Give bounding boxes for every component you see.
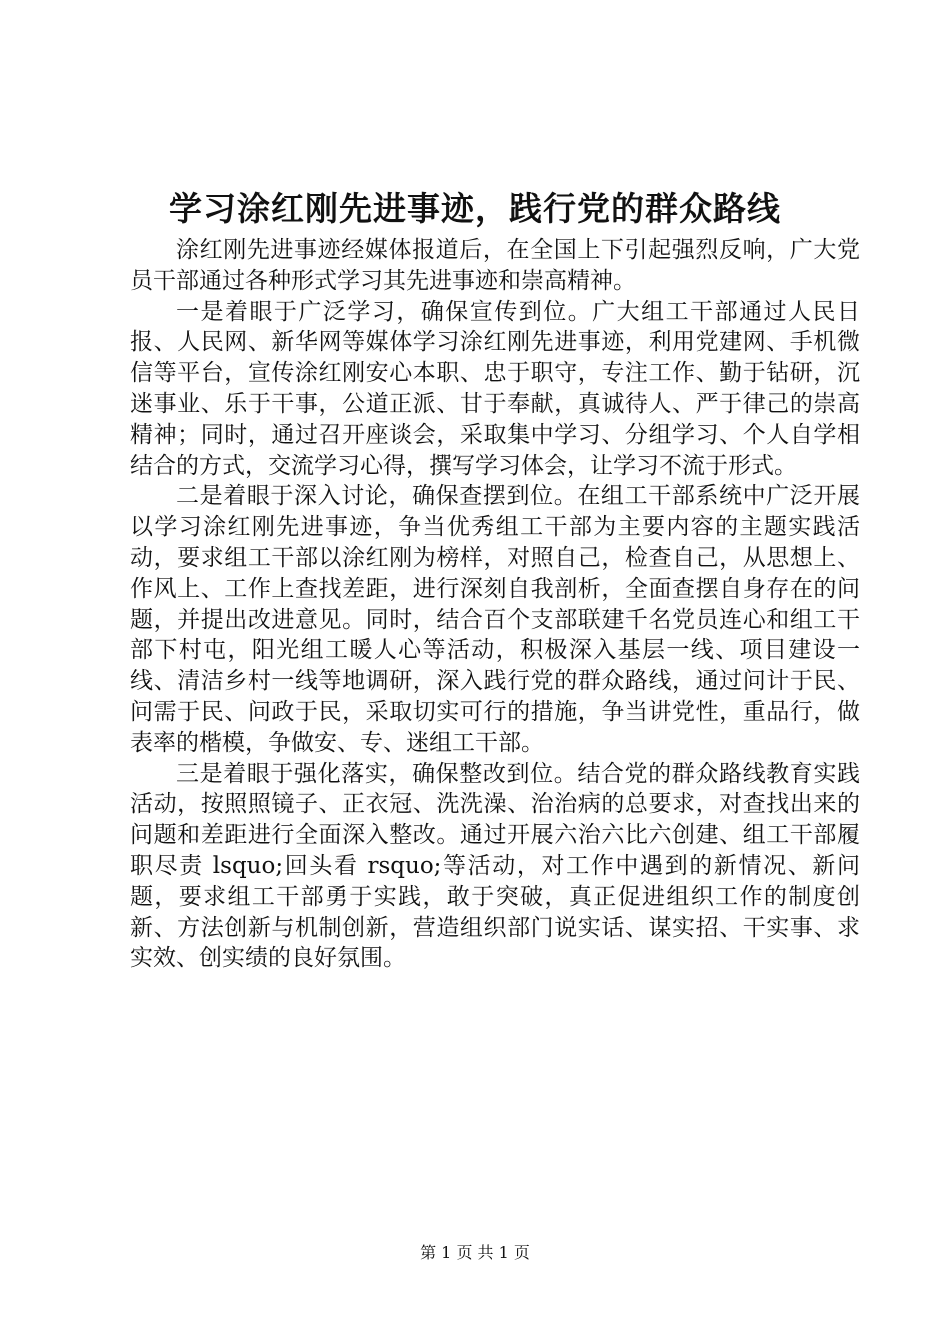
paragraph-point-two: 二是着眼于深入讨论，确保查摆到位。在组工干部系统中广泛开展以学习涂红刚先进事迹，争当优秀组工干部为主要内容的主题实践活动，要求组工干部以涂红刚为榜样，对照自己，检查自己，从思想上、作风上、工作上查找差距，进行深刻自我剖析，全面查摆自身存在的问题，并提出改进意见。同时，结合百个支部联建千名党员连心和组工干部下村屯，阳光组工暖人心等活动，积极深入基层一线、项目建设一线、清洁乡村一线等地调研，深入践行党的群众路线，通过问计于民、问需于民、问政于民，采取切实可行的措施，争当讲党性，重品行，做表率的楷模，争做安、专、迷组工干部。	[130, 483, 860, 756]
paragraph-point-one: 一是着眼于广泛学习，确保宣传到位。广大组工干部通过人民日报、人民网、新华网等媒体学习涂红刚先进事迹，利用党建网、手机微信等平台，宣传涂红刚安心本职、忠于职守，专注工作、勤于钻研，沉迷事业、乐于干事，公道正派、甘于奉献，真诚待人、严于律己的崇高精神；同时，通过召开座谈会，采取集中学习、分组学习、个人自学相结合的方式，交流学习心得，撰写学习体会，让学习不流于形式。	[130, 298, 860, 479]
paragraph-point-three: 三是着眼于强化落实，确保整改到位。结合党的群众路线教育实践活动，按照照镜子、正衣冠、洗洗澡、治治病的总要求，对查找出来的问题和差距进行全面深入整改。通过开展六治六比六创建、组工干部履职尽责 lsquo;回头看 rsquo;等活动，对工作中遇到的新情况、新问题，要求组工干部勇于实践，敢于突破，真正促进组织工作的制度创新、方法创新与机制创新，营造组织部门说实话、谋实招、干实事、求实效、创实绩的良好氛围。	[130, 760, 860, 972]
document-body	[130, 235, 860, 974]
document-title: 学习涂红刚先进事迹，践行党的群众路线	[169, 189, 781, 228]
paragraph-intro: 涂红刚先进事迹经媒体报道后，在全国上下引起强烈反响，广大党员干部通过各种形式学习其先进事迹和崇高精神。	[130, 237, 860, 294]
page-number-footer: 第 1 页 共 1 页	[420, 1243, 530, 1262]
